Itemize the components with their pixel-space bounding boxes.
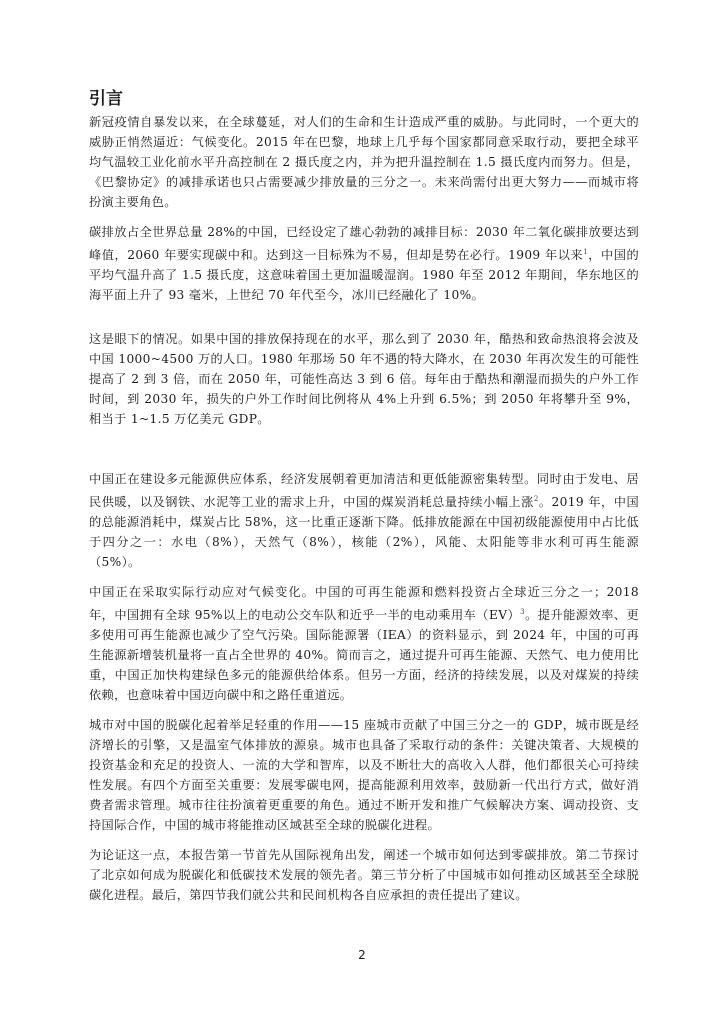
paragraph-emissions-text-a: 碳排放占全世界总量 28%的中国，已经设定了雄心勃勃的减排目标：2030 年二氧化碳排放要达到峰值，2060 年要实现碳中和。达到这一目标殊为不易，但却是势在必行。1909 年以来 xyxy=(89,225,639,262)
footnote-ref-3[interactable]: 3 xyxy=(520,608,525,616)
paragraph-action xyxy=(89,582,639,705)
paragraph-emissions xyxy=(89,222,639,305)
comma: ， xyxy=(588,248,601,262)
paragraph-energy xyxy=(89,469,639,572)
paragraph-cities xyxy=(89,715,639,835)
footnote-ref-2[interactable]: 2 xyxy=(533,495,539,503)
paragraph-action-text-b: 。提升能源效率、更多使用可再生能源也减少了空气污染。国际能源署（IEA）的资料显示，到 2024 年，中国的可再生能源新增装机量将一直占全世界的 40%。简而言之，通过提升可再生能源、天然气、电力使用比重，中国正加快构建绿色多元的能源供给体系。但另一方面，经济的持续发展，以及对煤炭的持续依赖，也意味着中国迈向碳中和之路任重道远。 xyxy=(89,608,639,702)
footnote-ref-1[interactable]: 1 xyxy=(583,248,588,256)
paragraph-action-text-a: 中国正在采取实际行动应对气候变化。中国的可再生能源和燃料投资占全球近三分之一；2018 年，中国拥有全球 95%以上的电动公交车队和近乎一半的电动乘用车（EV） xyxy=(89,585,639,622)
paragraph-energy-text-a: 中国正在建设多元能源供应体系，经济发展朝着更加清洁和更低能源密集转型。同时由于发电、居民供暖，以及钢铁、水泥等工业的需求上升，中国的煤炭消耗总量持续小幅上涨 xyxy=(89,472,639,509)
section-heading: 引言 xyxy=(89,89,123,109)
paragraph-outlook-text: 这是眼下的情况。如果中国的排放保持现在的水平，那么到了 2030 年，酷热和致命热浪将会波及中国 1000~4500 万的人口。1980 年那场 50 年不遇的特大降水，在 2030 年再次发生的可能性提高了 2 到 3 倍，而在 2050 年，可能性高达 3 到 6 倍。每年由于酷热和潮湿而损失的户外工作时间，到 2030 年，损失的户外工作时间比例将从 4%上升到 6.5%；到 2050 年将攀升至 9%，相当于 1~1.5 万亿美元 GDP。 xyxy=(89,332,639,426)
paragraph-structure xyxy=(89,845,639,905)
paragraph-emissions-text-b: 中国的平均气温升高了 1.5 摄氏度，这意味着国土更加温暖湿润。1980 年至 2012 年期间，华东地区的海平面上升了 93 毫米，上世纪 70 年代至今，冰川已经融化了 10%。 xyxy=(89,248,639,302)
page-number: 2 xyxy=(358,948,366,962)
paragraph-outlook xyxy=(89,329,639,429)
paragraph-energy-text-b: 。2019 年，中国的总能源消耗中，煤炭占比 58%，这一比重正逐渐下降。低排放能源在中国初级能源使用中占比低于四分之一：水电（8%），天然气（8%），核能（2%），风能、太阳能等非水利可再生能源（5%）。 xyxy=(89,495,639,569)
document-body xyxy=(89,88,639,915)
spacer xyxy=(89,315,639,329)
paragraph-structure-text: 为论证这一点，本报告第一节首先从国际视角出发，阐述一个城市如何达到零碳排放。第二节探讨了北京如何成为脱碳化和低碳技术发展的领先者。第三节分析了中国城市如何推动区域甚至全球脱碳化进程。最后，第四节我们就公共和民间机构各自应承担的责任提出了建议。 xyxy=(89,848,639,902)
spacer xyxy=(89,439,639,469)
paragraph-intro-text: 新冠疫情自暴发以来，在全球蔓延，对人们的生命和生计造成严重的威胁。与此同时，一个更大的威胁正悄然逼近：气候变化。2015 年在巴黎，地球上几乎每个国家都同意采取行动，要把全球平均气温较工业化前水平升高控制在 2 摄氏度之内，并为把升温控制在 1.5 摄氏度内而努力。但是，《巴黎协定》的减排承诺也只占需要减少排放量的三分之一。未来尚需付出更大努力——而城市将扮演主要角色。 xyxy=(89,115,639,209)
paragraph-intro xyxy=(89,112,639,212)
paragraph-cities-text: 城市对中国的脱碳化起着举足轻重的作用——15 座城市贡献了中国三分之一的 GDP，城市既是经济增长的引擎，又是温室气体排放的源泉。城市也具备了采取行动的条件：关键决策者、大规模的投资基金和充足的投资人、一流的大学和智库，以及不断壮大的高收入人群，他们都很关心可持续性发展。有四个方面至关重要：发展零碳电网，提高能源利用效率，鼓励新一代出行方式，做好消费者需求管理。城市往往扮演着更重要的角色。通过不断开发和推广气候解决方案、调动投资、支持国际合作，中国的城市将能推动区域甚至全球的脱碳化进程。 xyxy=(89,718,639,832)
